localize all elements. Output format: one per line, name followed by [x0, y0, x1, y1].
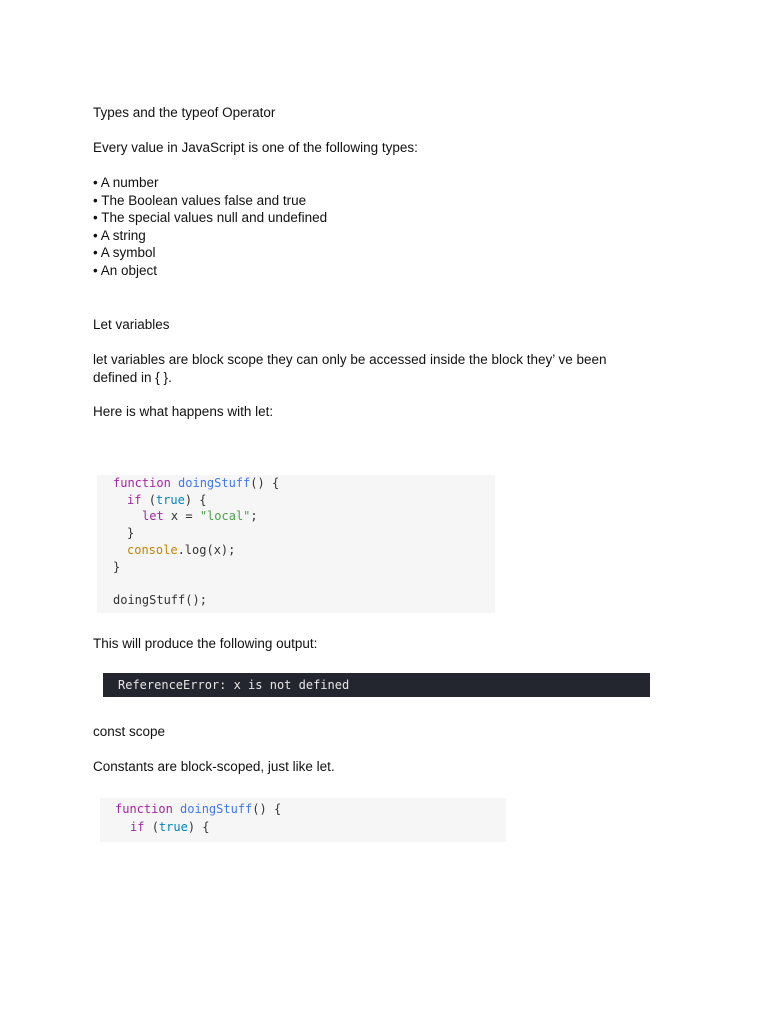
code-punct: ; [250, 509, 258, 524]
keyword-if: if [130, 820, 145, 834]
function-name: doingStuff [178, 476, 251, 490]
literal-true: true [155, 492, 185, 507]
code-punct: } [113, 559, 121, 574]
list-item: • A number [93, 175, 159, 190]
section-heading-const: const scope [93, 724, 166, 739]
code-block-let [97, 475, 495, 613]
string-literal: "local" [199, 509, 251, 524]
list-item: • An object [93, 263, 158, 278]
keyword-if: if [127, 492, 142, 507]
let-description: let variables are block scope they can only be accessed inside the block they’ ve been defined in { }. [93, 352, 607, 385]
section-heading-types: Types and the typeof Operator [93, 105, 276, 120]
code-block-const [100, 798, 506, 842]
keyword-function: function [115, 802, 173, 816]
literal-true: true [158, 820, 188, 834]
code-punct: ) { [184, 492, 207, 507]
code-assign: x = [170, 509, 200, 524]
list-item: • The special values null and undefined [93, 210, 328, 225]
code-punct: ( [151, 820, 159, 834]
code-call: .log(x); [177, 542, 236, 557]
keyword-function: function [113, 476, 171, 490]
code-punct: ) { [187, 820, 210, 834]
let-intro: Here is what happens with let: [93, 404, 274, 419]
error-output: ReferenceError: x is not defined [103, 673, 650, 697]
code-punct: ( [148, 492, 156, 507]
intro-paragraph: Every value in JavaScript is one of the following types: [93, 140, 418, 155]
output-intro: This will produce the following output: [93, 636, 318, 651]
code-punct: () { [252, 802, 282, 816]
console-object: console [127, 542, 178, 557]
code-punct: } [127, 526, 135, 541]
code-punct: () { [250, 476, 280, 490]
function-name: doingStuff [180, 802, 253, 816]
section-heading-let: Let variables [93, 317, 170, 332]
list-item: • The Boolean values false and true [93, 193, 307, 208]
keyword-let: let [142, 509, 164, 524]
list-item: • A string [93, 228, 146, 243]
code-call: doingStuff(); [113, 592, 207, 607]
list-item: • A symbol [93, 245, 156, 260]
const-description: Constants are block-scoped, just like let. [93, 759, 335, 774]
